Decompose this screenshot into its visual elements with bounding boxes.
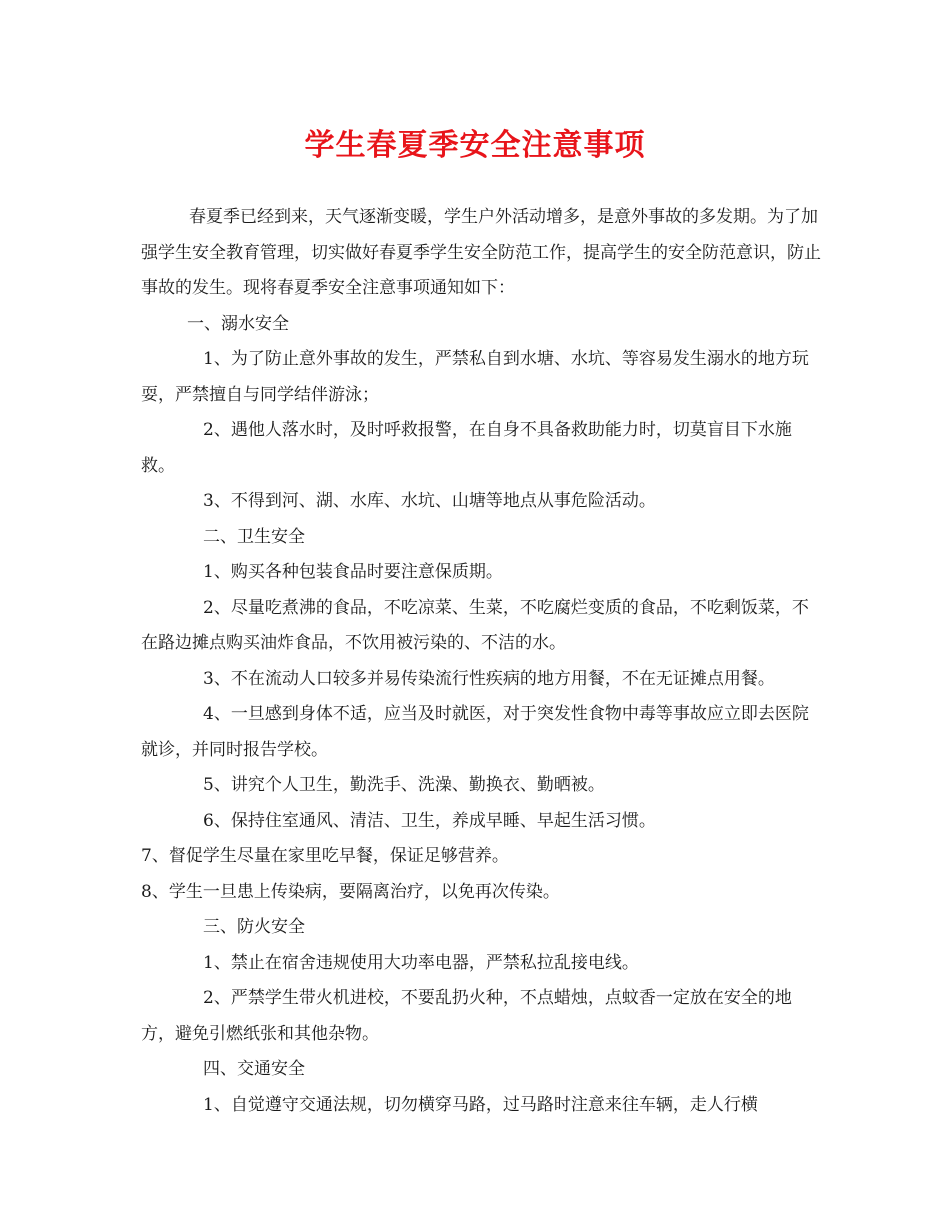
- section-heading-drowning: 一、溺水安全: [187, 313, 289, 334]
- list-item: 2、遇他人落水时，及时呼救报警，在自身不具备救助能力时，切莫盲目下水施救。: [141, 420, 792, 476]
- list-item: 8、学生一旦患上传染病，要隔离治疗，以免再次传染。: [141, 881, 560, 902]
- document-body: [141, 200, 821, 1123]
- list-item: 1、购买各种包装食品时要注意保质期。: [203, 562, 503, 582]
- document-title: 学生春夏季安全注意事项: [304, 128, 646, 163]
- section-heading-traffic: 四、交通安全: [203, 1059, 305, 1079]
- intro-paragraph: 春夏季已经到来，天气逐渐变暖，学生户外活动增多，是意外事故的多发期。为了加强学生安全教育管理，切实做好春夏季学生安全防范工作，提高学生的安全防范意识，防止事故的发生。现将春夏季安全注意事项通知如下：: [141, 207, 821, 298]
- section-heading-hygiene: 二、卫生安全: [203, 526, 305, 547]
- list-item: 7、督促学生尽量在家里吃早餐，保证足够营养。: [141, 846, 509, 866]
- list-item: 1、为了防止意外事故的发生，严禁私自到水塘、水坑、等容易发生溺水的地方玩耍，严禁擅自与同学结伴游泳；: [141, 349, 809, 405]
- list-item: 2、严禁学生带火机进校，不要乱扔火种，不点蜡烛，点蚊香一定放在安全的地方，避免引燃纸张和其他杂物。: [141, 988, 792, 1044]
- list-item: 3、不得到河、湖、水库、水坑、山塘等地点从事危险活动。: [203, 491, 656, 511]
- section-heading-fire: 三、防火安全: [203, 917, 305, 937]
- list-item: 1、自觉遵守交通法规，切勿横穿马路，过马路时注意来往车辆，走人行横: [203, 1094, 758, 1115]
- list-item: 5、讲究个人卫生，勤洗手、洗澡、勤换衣、勤晒被。: [203, 775, 605, 795]
- list-item: 3、不在流动人口较多并易传染流行性疾病的地方用餐，不在无证摊点用餐。: [203, 668, 775, 689]
- list-item: 1、禁止在宿舍违规使用大功率电器，严禁私拉乱接电线。: [203, 952, 639, 973]
- list-item: 6、保持住室通风、清洁、卫生，养成早睡、早起生活习惯。: [203, 810, 656, 831]
- list-item: 4、一旦感到身体不适，应当及时就医，对于突发性食物中毒等事故应立即去医院就诊，并同时报告学校。: [141, 704, 809, 760]
- list-item: 2、尽量吃煮沸的食品，不吃凉菜、生菜，不吃腐烂变质的食品，不吃剩饭菜，不在路边摊点购买油炸食品，不饮用被污染的、不洁的水。: [141, 597, 809, 653]
